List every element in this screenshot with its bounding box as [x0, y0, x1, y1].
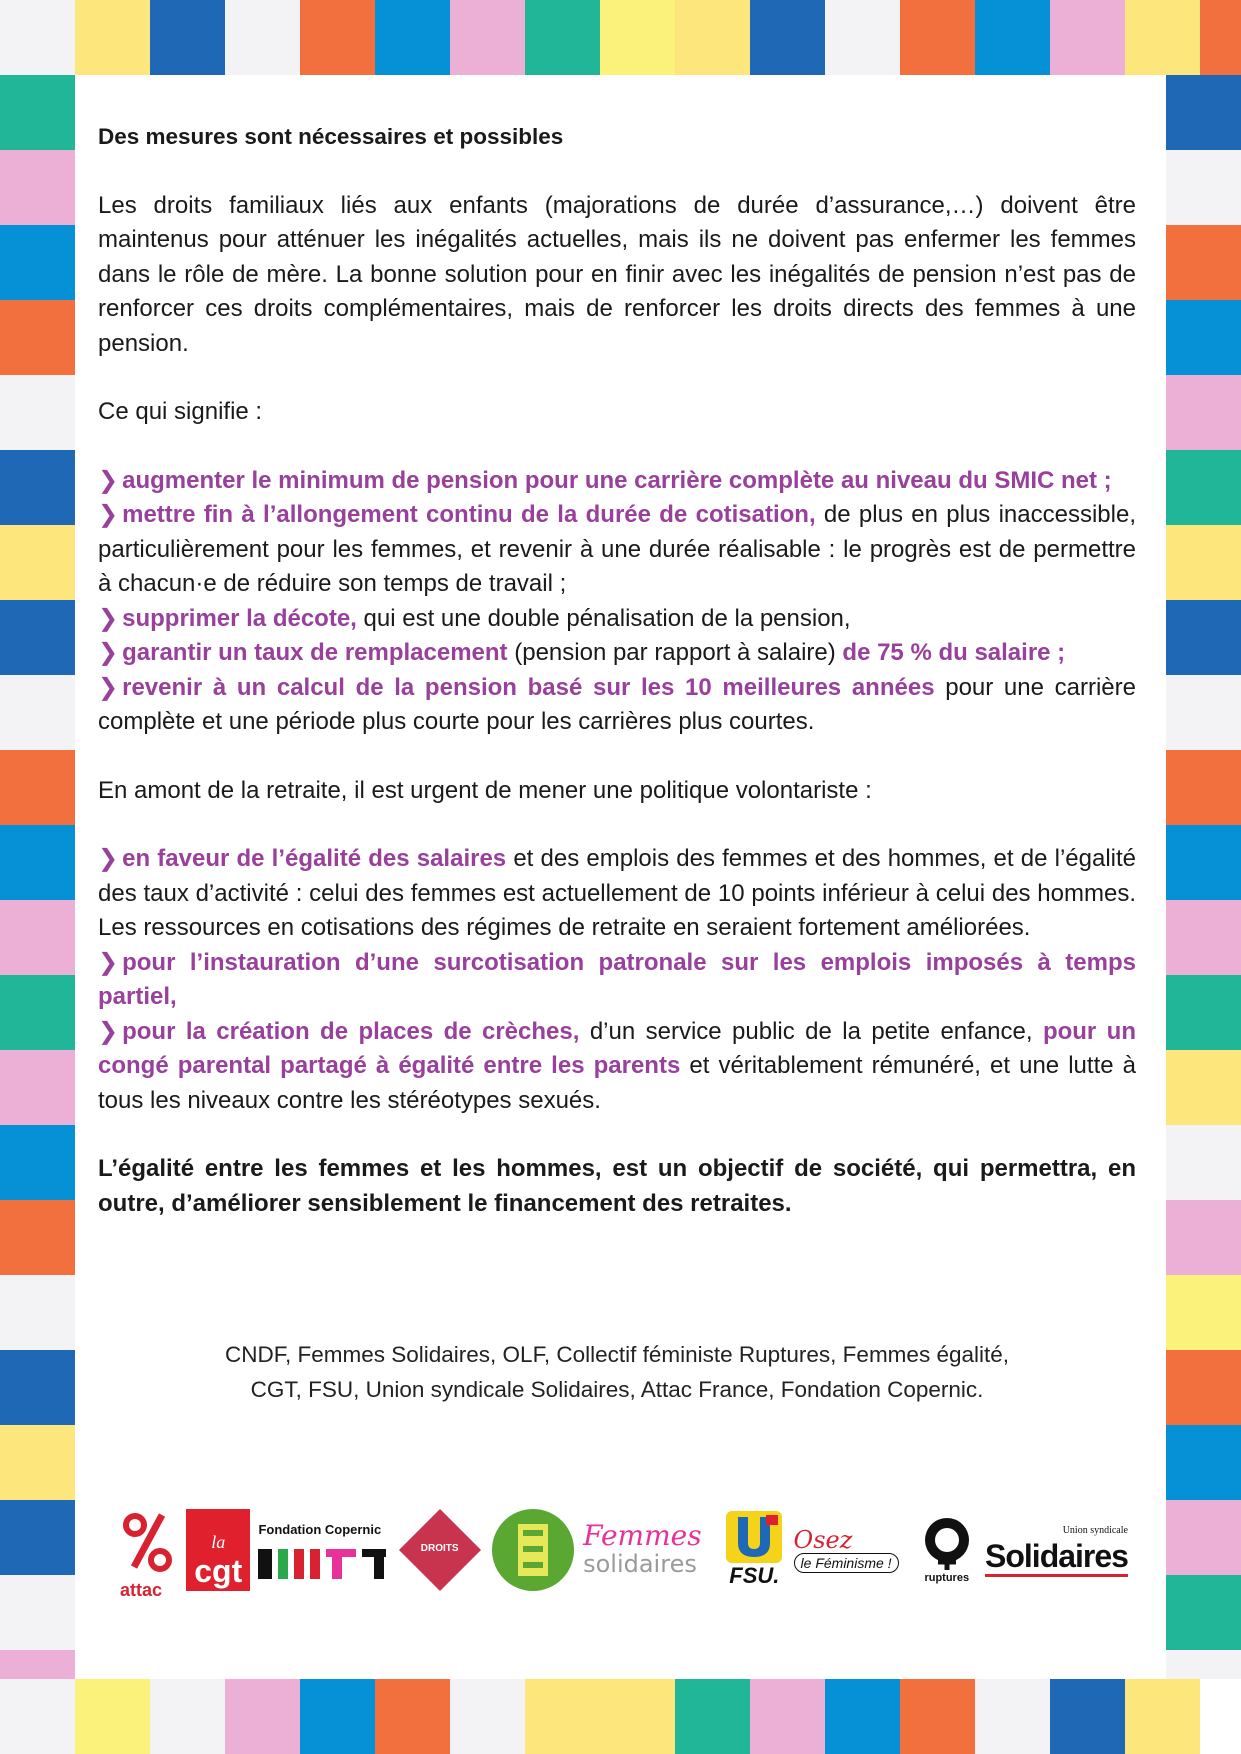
border-tile: [1166, 1125, 1241, 1200]
solidaires-small-label: Union syndicale: [1062, 1524, 1128, 1536]
femmes-egalite-logo: [491, 1508, 575, 1592]
border-tile: [750, 1679, 825, 1754]
ruptures-logo: [920, 1510, 974, 1590]
border-tile: [1166, 375, 1241, 450]
measure-4-highlight-2: de 75 % du salaire ;: [842, 639, 1066, 666]
border-tile: [1050, 1679, 1125, 1754]
border-tile: [900, 0, 975, 75]
intro-paragraph: Les droits familiaux liés aux enfants (majorations de durée d’assurance,…) doivent être maintenus pour atténuer les inégalités actuelles, mais ils ne doivent pas enfermer les femmes dans le rôle de mère. La bonne solution pour en finir avec les inégalités de pension n’est pas de renforcer ces droits complémentaires, mais de renforcer les droits directs des femmes à une pension.: [98, 191, 1136, 357]
border-tile: [450, 1679, 525, 1754]
border-tile: [675, 0, 750, 75]
attac-logo: [118, 1505, 178, 1600]
measure-4-highlight: garantir un taux de remplacement: [122, 639, 508, 666]
border-tile: [0, 975, 75, 1050]
border-tile: [225, 0, 300, 75]
border-tile: [0, 825, 75, 900]
conclusion: L’égalité entre les femmes et les hommes, est un objectif de société, qui permettra, en outre, d’améliorer sensiblement le financement des retraites.: [98, 1155, 1136, 1217]
border-tile: [0, 675, 75, 750]
border-tile: [0, 1275, 75, 1350]
border-tile: [1166, 1275, 1241, 1350]
border-tile: [375, 0, 450, 75]
border-tile: [825, 0, 900, 75]
fsu-u-icon: [726, 1511, 782, 1563]
border-tile: [1166, 525, 1241, 600]
border-tile: [0, 1650, 75, 1679]
policy-3-text-2: et véritablement rémunéré, et une lutte à tous les niveaux contre les stéréotypes sexués.: [98, 1052, 1136, 1114]
ruptures-emblem-icon: [922, 1516, 972, 1572]
border-tile: [0, 600, 75, 675]
policy-list: [98, 842, 1136, 1118]
document-body: [98, 120, 1136, 1255]
border-tile: [900, 1679, 975, 1754]
border-tile: [525, 0, 600, 75]
measure-3-highlight: supprimer la décote,: [122, 604, 357, 632]
border-tile: [1166, 450, 1241, 525]
ruptures-label: ruptures: [924, 1572, 970, 1584]
measure-4-text: (pension par rapport à salaire): [507, 639, 843, 666]
border-tile: [0, 1679, 75, 1754]
border-tile: [0, 750, 75, 825]
border-tile: [150, 0, 225, 75]
border-tile: [0, 300, 75, 375]
border-tile: [75, 1679, 150, 1754]
measure-5-highlight: revenir à un calcul de la pension basé sur les 10 meilleures années: [122, 673, 935, 701]
border-tile: [1166, 750, 1241, 825]
border-tile: [975, 1679, 1050, 1754]
border-tile: [1166, 1200, 1241, 1275]
femmes-solidaires-bottom: solidaires: [583, 1550, 697, 1578]
measure-1-highlight: augmenter le minimum de pension pour une carrière complète au niveau du SMIC net ;: [122, 466, 1112, 494]
border-tile: [1166, 1650, 1241, 1679]
chevron-right-icon: ❯: [98, 501, 119, 528]
border-tile: [0, 1425, 75, 1500]
border-tile: [1166, 300, 1241, 375]
border-tile: [1125, 0, 1200, 75]
copernic-label: Fondation Copernic: [258, 1521, 382, 1537]
cgt-small-label: la: [211, 1532, 226, 1552]
border-tile: [525, 1679, 600, 1754]
lead-paragraph-1: Ce qui signifie :: [98, 398, 263, 425]
border-tile: [1166, 1575, 1241, 1650]
border-tile: [375, 1679, 450, 1754]
fsu-label: FSU.: [729, 1563, 780, 1588]
femmes-solidaires-top: Femmes: [583, 1519, 702, 1552]
border-tile: [150, 1679, 225, 1754]
attac-label: attac: [120, 1580, 163, 1600]
border-tile: [975, 0, 1050, 75]
border-tile: [1166, 600, 1241, 675]
measure-2-highlight: mettre fin à l’allongement continu de la durée de cotisation,: [122, 501, 816, 528]
lead-paragraph-2: En amont de la retraite, il est urgent de mener une politique volontariste :: [98, 776, 872, 804]
chevron-right-icon: ❯: [98, 639, 119, 666]
copernic-bars-icon: [258, 1543, 386, 1579]
chevron-right-icon: ❯: [98, 1017, 119, 1045]
border-tile: [1166, 825, 1241, 900]
border-tile: [450, 0, 525, 75]
border-tile: [0, 450, 75, 525]
measure-2-text: de plus en plus inaccessible, particulièrement pour les femmes, et revenir à une durée réalisable : le progrès est de permettre à chacun·e de réduire son temps de travail ;: [98, 501, 1136, 597]
chevron-right-icon: ❯: [98, 948, 119, 976]
border-tile: [1166, 1350, 1241, 1425]
border-tile: [1166, 675, 1241, 750]
osez-le-feminisme-logo: [794, 1520, 912, 1580]
border-tile: [600, 1679, 675, 1754]
cgt-label: cgt: [194, 1553, 243, 1589]
droits-femmes-logo: [397, 1507, 483, 1593]
osez-label: Osez: [793, 1526, 853, 1554]
chevron-right-icon: ❯: [98, 604, 119, 632]
chevron-right-icon: ❯: [98, 466, 119, 494]
measure-3-text: qui est une double pénalisation de la pension,: [356, 604, 851, 632]
droits-label: DROITS: [420, 1543, 459, 1554]
policy-1-text: et des emplois des femmes et des hommes, et de l’égalité des taux d’activité : celui des femmes est actuellement de 10 points inférieur à celui des hommes. Les ressources en cotisations des régimes de retraite en seraient fortement améliorées.: [98, 845, 1136, 941]
signatories-line-2: CGT, FSU, Union syndicale Solidaires, Attac France, Fondation Copernic.: [250, 1377, 984, 1402]
policy-1-highlight: en faveur de l’égalité des salaires: [122, 845, 507, 872]
border-tile: [1166, 900, 1241, 975]
measure-5-text: pour une carrière complète et une période plus courte pour les carrières plus courtes.: [98, 673, 1136, 735]
cgt-logo: [186, 1509, 250, 1591]
border-tile: [0, 1350, 75, 1425]
chevron-right-icon: ❯: [98, 845, 119, 872]
border-tile: [0, 0, 75, 75]
border-tile: [0, 900, 75, 975]
border-tile: [0, 75, 75, 150]
border-tile: [675, 1679, 750, 1754]
chevron-right-icon: ❯: [98, 673, 119, 701]
border-tile: [300, 1679, 375, 1754]
border-tile: [1166, 975, 1241, 1050]
section-heading: Des mesures sont nécessaires et possibles: [98, 124, 564, 149]
border-tile: [300, 0, 375, 75]
border-tile: [1166, 1500, 1241, 1575]
border-tile: [0, 150, 75, 225]
border-tile: [0, 1500, 75, 1575]
solidaires-logo: [982, 1515, 1128, 1585]
border-tile: [1166, 225, 1241, 300]
border-tile: [1050, 0, 1125, 75]
border-tile: [1166, 150, 1241, 225]
policy-3-highlight-2: pour un congé parental partagé à égalité entre les parents: [98, 1017, 1136, 1079]
border-tile: [0, 1575, 75, 1650]
policy-2-highlight: pour l’instauration d’une surcotisation patronale sur les emplois imposés à temps partiel,: [98, 948, 1136, 1010]
policy-3-highlight: pour la création de places de crèches,: [122, 1017, 580, 1045]
border-tile: [825, 1679, 900, 1754]
border-tile: [75, 0, 150, 75]
border-tile: [225, 1679, 300, 1754]
border-tile: [0, 1125, 75, 1200]
measures-list: [98, 464, 1136, 740]
signatories-line-1: CNDF, Femmes Solidaires, OLF, Collectif féministe Ruptures, Femmes égalité,: [225, 1342, 1009, 1367]
border-tile: [0, 525, 75, 600]
egalite-circle-icon: [491, 1508, 575, 1592]
border-tile: [0, 375, 75, 450]
border-tile: [1166, 1425, 1241, 1500]
border-tile: [750, 0, 825, 75]
partner-logos: [118, 1505, 1128, 1600]
solidaires-label: Solidaires: [985, 1538, 1128, 1577]
border-tile: [1166, 1050, 1241, 1125]
feminisme-label: le Féminisme !: [794, 1553, 899, 1573]
femmes-solidaires-logo: [583, 1515, 715, 1585]
border-tile: [1125, 1679, 1200, 1754]
border-tile: [0, 1050, 75, 1125]
border-tile: [600, 0, 675, 75]
border-tile: [0, 1200, 75, 1275]
signatories: [98, 1337, 1136, 1407]
fsu-logo: [723, 1509, 785, 1591]
border-tile: [1166, 75, 1241, 150]
border-tile: [0, 225, 75, 300]
border-tile: [1200, 0, 1241, 75]
policy-3-text: d’un service public de la petite enfance,: [579, 1017, 1043, 1045]
copernic-logo: [258, 1510, 388, 1590]
